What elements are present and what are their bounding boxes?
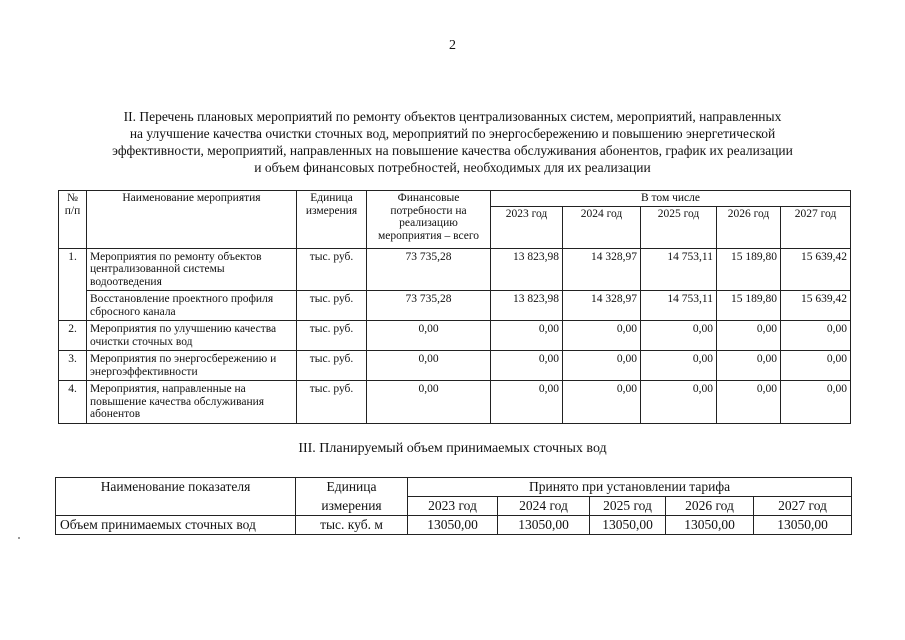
- header-year: 2025 год: [641, 206, 717, 248]
- header-year: 2027 год: [754, 497, 852, 516]
- row-value: 0,00: [717, 321, 781, 351]
- header-year: 2023 год: [491, 206, 563, 248]
- row-value: 15 189,80: [717, 248, 781, 291]
- row-value: 0,00: [491, 351, 563, 381]
- header-unit-line2: измерения: [296, 497, 408, 516]
- header-unit-line1: Единица: [296, 478, 408, 497]
- header-including: В том числе: [491, 191, 851, 207]
- row-value: 14 328,97: [563, 248, 641, 291]
- row-unit: тыс. руб.: [297, 321, 367, 351]
- header-accepted: Принято при установлении тарифа: [408, 478, 852, 497]
- header-finance-total: Финансовые потребности на реализацию мероприятия – всего: [367, 191, 491, 249]
- row-name: Восстановление проектного профиля сбросного канала: [87, 291, 297, 321]
- section-2-title-line: эффективности, мероприятий, направленных на повышение качества обслуживания абонентов, график их реализации: [112, 143, 793, 158]
- row-value: 0,00: [641, 351, 717, 381]
- section-3-title: III. Планируемый объем принимаемых сточных вод: [298, 441, 607, 456]
- table-row: [56, 516, 852, 535]
- row-unit: тыс. руб.: [297, 248, 367, 291]
- row-unit: тыс. руб.: [297, 291, 367, 321]
- row-value: 13050,00: [498, 516, 590, 535]
- scan-speck: [18, 537, 20, 539]
- row-unit: тыс. руб.: [297, 381, 367, 424]
- header-year: 2023 год: [408, 497, 498, 516]
- row-value: 0,00: [781, 351, 851, 381]
- table-row: [59, 291, 851, 321]
- row-value: 13050,00: [754, 516, 852, 535]
- table-row: [59, 321, 851, 351]
- row-unit: тыс. руб.: [297, 351, 367, 381]
- row-value: 0,00: [641, 381, 717, 424]
- header-year: 2026 год: [717, 206, 781, 248]
- header-year: 2026 год: [666, 497, 754, 516]
- row-num: 4.: [59, 381, 87, 424]
- row-total: 73 735,28: [367, 248, 491, 291]
- row-total: 0,00: [367, 381, 491, 424]
- table-row: [59, 248, 851, 291]
- row-num: 2.: [59, 321, 87, 351]
- section-2-title-line: на улучшение качества очистки сточных вод, мероприятий по энергосбережению и повышению энергетической: [129, 126, 776, 141]
- row-value: 0,00: [717, 381, 781, 424]
- row-indicator: Объем принимаемых сточных вод: [56, 516, 296, 535]
- row-name: Мероприятия по улучшению качества очистки сточных вод: [87, 321, 297, 351]
- row-value: 15 189,80: [717, 291, 781, 321]
- header-unit: Единица измерения: [297, 191, 367, 249]
- section-2-title: [40, 108, 865, 176]
- row-value: 0,00: [563, 351, 641, 381]
- row-value: 0,00: [491, 381, 563, 424]
- row-value: 14 328,97: [563, 291, 641, 321]
- row-value: 14 753,11: [641, 248, 717, 291]
- row-value: 0,00: [641, 321, 717, 351]
- header-activity-name: Наименование мероприятия: [87, 191, 297, 249]
- header-year: 2024 год: [498, 497, 590, 516]
- row-value: 13 823,98: [491, 291, 563, 321]
- row-value: 0,00: [563, 321, 641, 351]
- row-value: 13050,00: [666, 516, 754, 535]
- row-value: 13050,00: [408, 516, 498, 535]
- section-2-title-line: II. Перечень плановых мероприятий по ремонту объектов централизованных систем, мероприятий, направленных: [123, 109, 782, 124]
- header-year: 2027 год: [781, 206, 851, 248]
- row-total: 0,00: [367, 321, 491, 351]
- row-unit: тыс. куб. м: [296, 516, 408, 535]
- row-name: Мероприятия, направленные на повышение качества обслуживания абонентов: [87, 381, 297, 424]
- row-total: 73 735,28: [367, 291, 491, 321]
- header-year: 2024 год: [563, 206, 641, 248]
- row-total: 0,00: [367, 351, 491, 381]
- row-num: 3.: [59, 351, 87, 381]
- row-value: 0,00: [563, 381, 641, 424]
- table-row: [59, 351, 851, 381]
- page-number: 2: [449, 38, 456, 53]
- header-indicator: Наименование показателя: [56, 478, 296, 516]
- row-value: 0,00: [491, 321, 563, 351]
- row-value: 15 639,42: [781, 291, 851, 321]
- activities-table: [58, 190, 851, 424]
- header-year: 2025 год: [590, 497, 666, 516]
- row-num: 1.: [59, 248, 87, 321]
- table-row: [59, 381, 851, 424]
- row-value: 0,00: [717, 351, 781, 381]
- row-value: 15 639,42: [781, 248, 851, 291]
- row-name: Мероприятия по ремонту объектов централизованной системы водоотведения: [87, 248, 297, 291]
- row-value: 0,00: [781, 321, 851, 351]
- row-name: Мероприятия по энергосбережению и энергоэффективности: [87, 351, 297, 381]
- row-value: 0,00: [781, 381, 851, 424]
- section-2-title-line: и объем финансовых потребностей, необходимых для их реализации: [254, 160, 651, 175]
- wastewater-volume-table: [55, 477, 852, 535]
- row-value: 13050,00: [590, 516, 666, 535]
- row-value: 14 753,11: [641, 291, 717, 321]
- header-num: № п/п: [59, 191, 87, 249]
- row-value: 13 823,98: [491, 248, 563, 291]
